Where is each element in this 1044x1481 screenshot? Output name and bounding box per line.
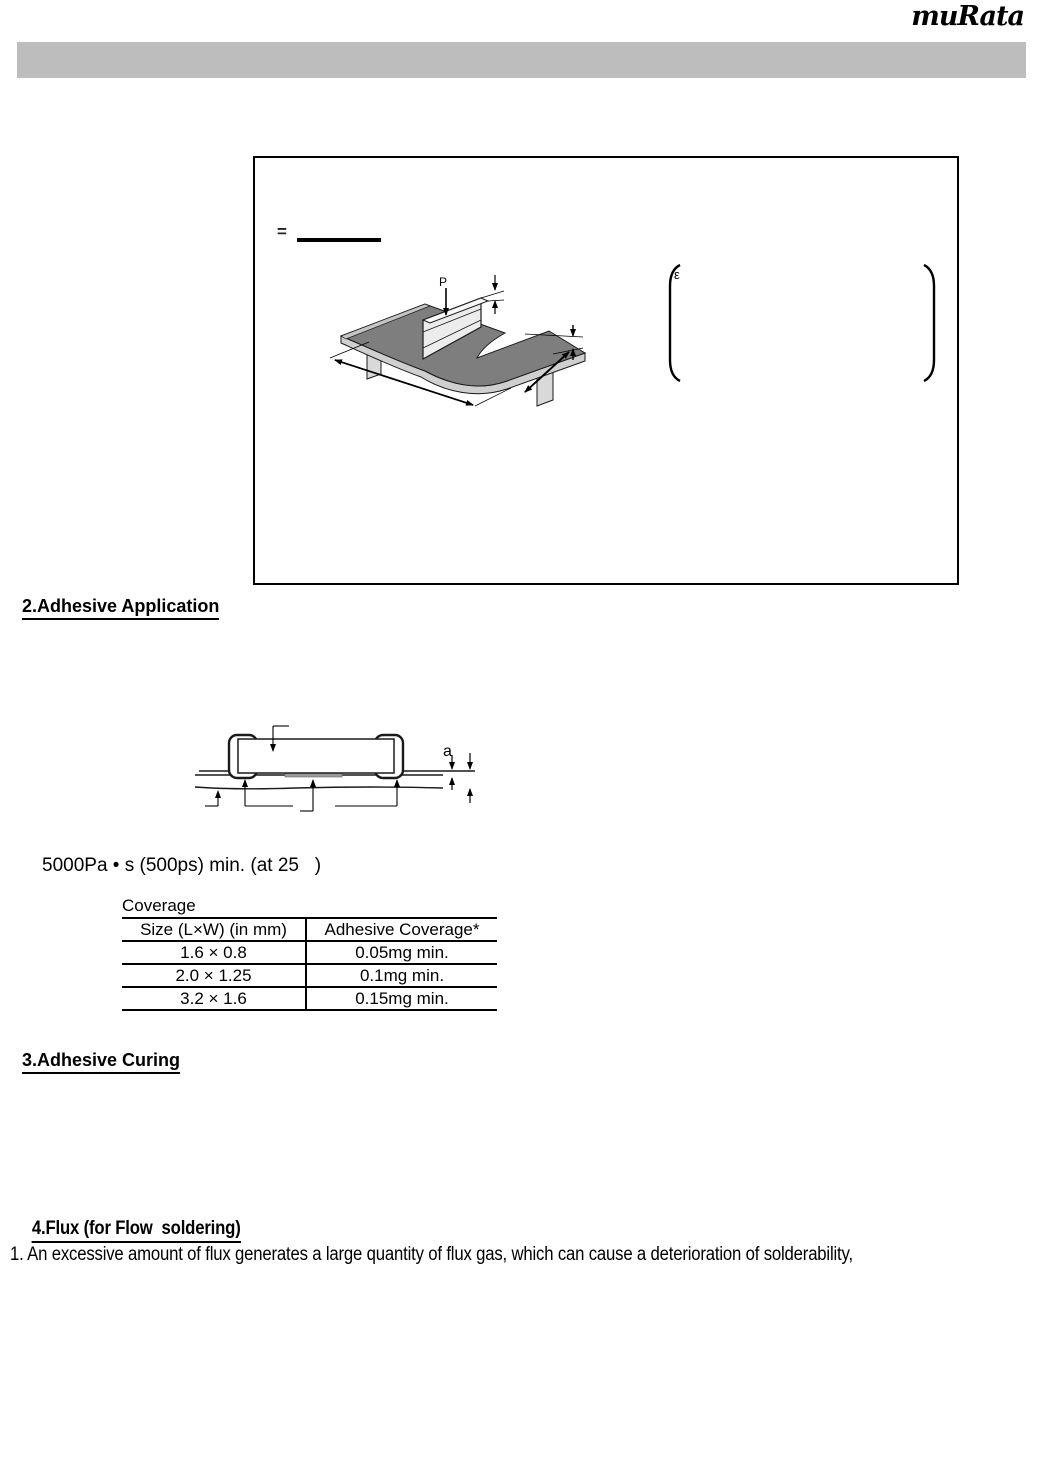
strain-bracket-group: [667, 262, 937, 384]
flux-paragraph-1: 1. An excessive amount of flux generates a large quantity of flux gas, which can cause a deterioration of solderability,: [10, 1244, 853, 1265]
substrate-bend-test-diagram: [327, 270, 617, 410]
table-row: [122, 964, 497, 987]
column-header-coverage: Adhesive Coverage*: [306, 918, 497, 941]
dim-ref-line: [481, 291, 504, 298]
heading-text: 2.Adhesive Application: [22, 596, 219, 620]
formula-fraction-bar: [297, 238, 381, 242]
coverage-table: [122, 917, 497, 1011]
force-label: P: [439, 275, 448, 289]
right-parenthesis: [924, 265, 934, 381]
table-row: [122, 941, 497, 964]
dim-ref-line: [488, 300, 504, 301]
coverage-block: [122, 896, 497, 1011]
coverage-table-title: Coverage: [122, 896, 196, 915]
cell-coverage: 0.15mg min.: [306, 987, 497, 1010]
left-parenthesis: [670, 265, 680, 381]
chip-body: [238, 739, 394, 773]
cell-size: 2.0 × 1.25: [122, 964, 306, 987]
cell-size: 1.6 × 0.8: [122, 941, 306, 964]
heading-text: 4.Flux (for Flow soldering): [32, 1218, 241, 1243]
cell-coverage: 0.05mg min.: [306, 941, 497, 964]
heading-text: 3.Adhesive Curing: [22, 1050, 180, 1074]
bend-test-figure-box: [253, 156, 959, 585]
adhesive-application-diagram: [175, 693, 495, 823]
cell-size: 3.2 × 1.6: [122, 987, 306, 1010]
substrate-bottom-line: [195, 787, 443, 789]
cell-coverage: 0.1mg min.: [306, 964, 497, 987]
murata-logo: muRata: [911, 1, 1024, 32]
table-row: [122, 987, 497, 1010]
heading-adhesive-curing: [22, 1050, 180, 1074]
dimension-a-label: a: [443, 743, 452, 760]
heading-adhesive-application: [22, 596, 219, 620]
section-header-bar: [17, 42, 1026, 78]
viscosity-note: 5000Pa • s (500ps) min. (at 25 ): [42, 855, 322, 876]
table-header-row: [122, 918, 497, 941]
formula-equals-sign: =: [277, 222, 287, 241]
epsilon-label: ε: [674, 267, 680, 282]
column-header-size: Size (L×W) (in mm): [122, 918, 306, 941]
